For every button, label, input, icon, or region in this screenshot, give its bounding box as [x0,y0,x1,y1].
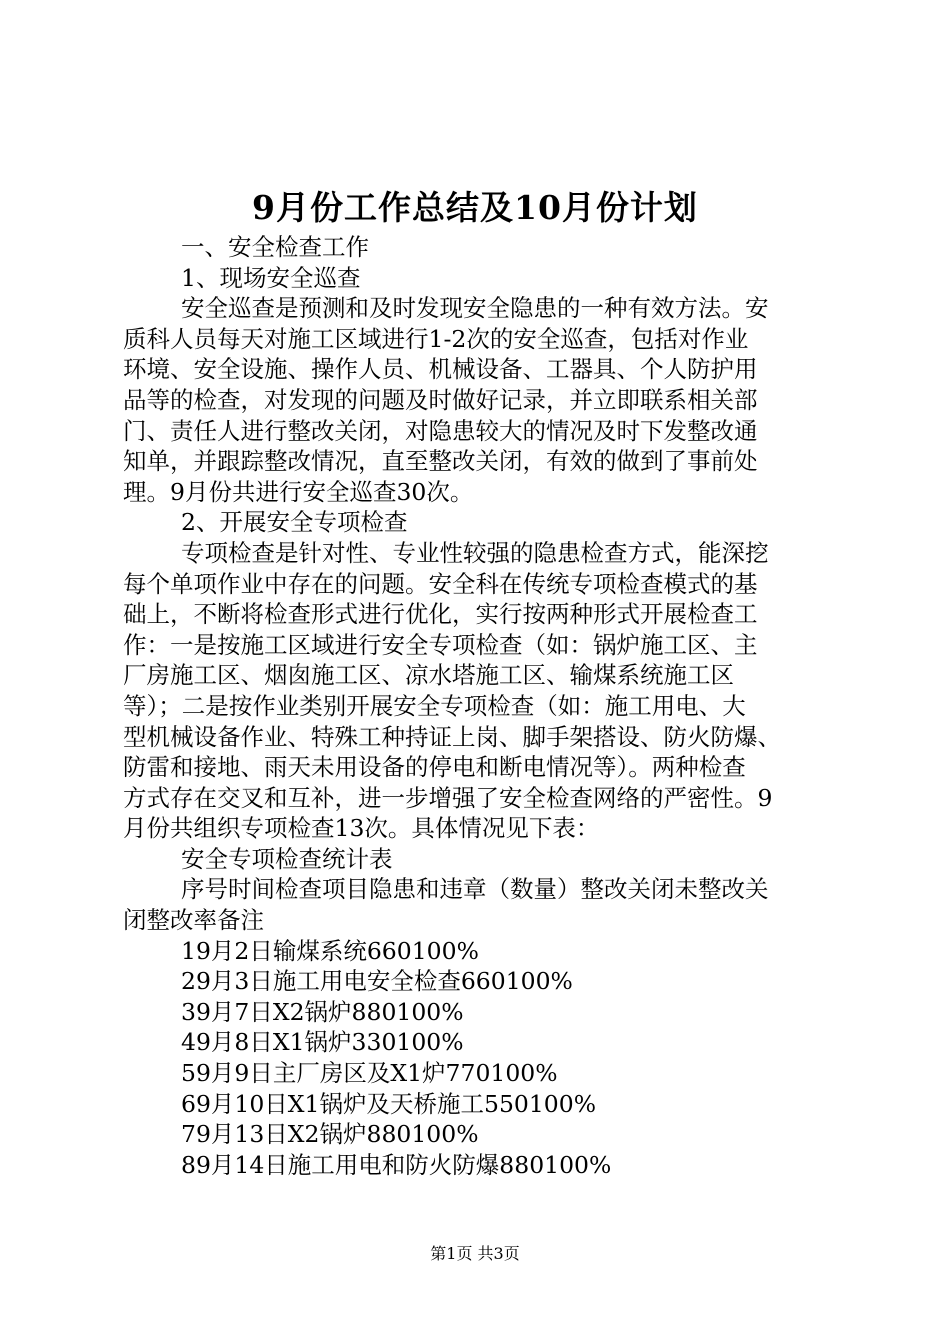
text-line: 方式存在交叉和互补，进一步增强了安全检查网络的严密性。9 [123,783,773,812]
text-line: 理。9月份共进行安全巡查30次。 [123,477,474,506]
page-title: 9月份工作总结及10月份计划 [252,188,698,227]
text-line: 序号时间检查项目隐患和违章（数量）整改关闭未整改关 [181,875,769,904]
text-line: 品等的检查，对发现的问题及时做好记录，并立即联系相关部 [123,385,758,414]
text-line: 型机械设备作业、特殊工种持证上岗、脚手架搭设、防火防爆、 [123,722,781,751]
text-line: 防雷和接地、雨天未用设备的停电和断电情况等）。两种检查 [123,753,746,782]
text-line: 每个单项作业中存在的问题。安全科在传统专项检查模式的基 [123,569,758,598]
text-line: 39月7日X2锅炉880100% [181,997,464,1026]
page-footer: 第1页 共3页 [430,1244,520,1263]
text-line: 础上，不断将检查形式进行优化，实行按两种形式开展检查工 [123,600,758,629]
text-line: 闭整改率备注 [123,906,264,935]
text-line: 安全巡查是预测和及时发现安全隐患的一种有效方法。安 [181,294,769,323]
text-line: 环境、安全设施、操作人员、机械设备、工器具、个人防护用 [123,355,758,384]
text-line: 49月8日X1锅炉330100% [181,1028,464,1057]
text-line: 59月9日主厂房区及X1炉770100% [181,1059,558,1088]
text-line: 一、安全检查工作 [181,233,369,261]
text-line: 19月2日输煤系统660100% [181,936,479,965]
text-line: 29月3日施工用电安全检查660100% [181,967,573,996]
text-line: 月份共组织专项检查13次。具体情况见下表： [123,814,600,843]
document-body [123,232,835,1180]
text-line: 作：一是按施工区域进行安全专项检查（如：锅炉施工区、主 [123,630,758,659]
text-line: 知单，并跟踪整改情况，直至整改关闭，有效的做到了事前处 [123,447,758,476]
text-line: 门、责任人进行整改关闭，对隐患较大的情况及时下发整改通 [123,416,758,445]
text-line: 2、开展安全专项检查 [181,508,408,537]
text-line: 69月10日X1锅炉及天桥施工550100% [181,1089,597,1118]
text-line: 89月14日施工用电和防火防爆880100% [181,1150,612,1179]
text-line: 专项检查是针对性、专业性较强的隐患检查方式，能深挖 [181,538,769,567]
text-line: 79月13日X2锅炉880100% [181,1120,479,1149]
text-line: 安全专项检查统计表 [181,844,393,873]
text-line: 厂房施工区、烟囱施工区、凉水塔施工区、输煤系统施工区 [123,661,734,690]
text-line: 等）；二是按作业类别开展安全专项检查（如：施工用电、大 [123,691,746,720]
text-line: 质科人员每天对施工区域进行1-2次的安全巡查，包括对作业 [123,324,749,353]
text-line: 1、现场安全巡查 [181,263,361,292]
